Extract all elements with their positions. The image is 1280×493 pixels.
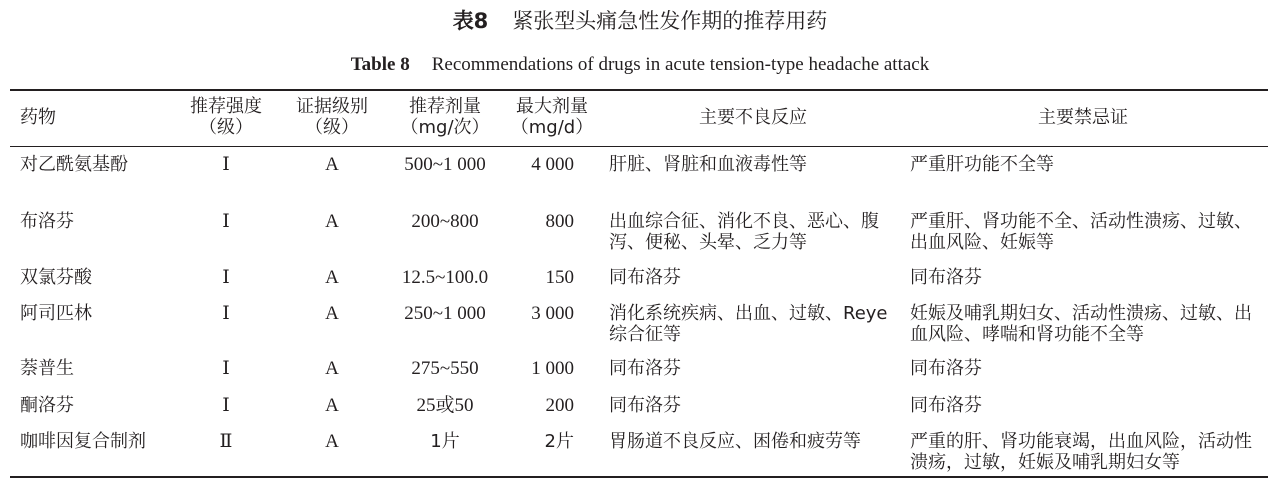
row-1-strength: Ⅰ [222,211,230,232]
header-adverse: 主要不良反应 [699,107,807,128]
row-5-dose: 25或50 [416,395,474,416]
row-1-max: 800 [545,211,574,232]
header-max-line2: （mg/d） [510,117,594,138]
table-top-rule [10,89,1268,91]
row-4-adverse: 同布洛芬 [609,358,681,379]
header-max-line1: 最大剂量 [516,96,588,117]
header-strength-line2: （级） [199,117,253,138]
header-dose [390,96,500,138]
row-5-evidence: A [325,395,339,416]
row-2-adverse: 同布洛芬 [609,267,681,288]
row-6-evidence: A [325,431,339,452]
row-2-strength: Ⅰ [222,267,230,288]
row-4-evidence: A [325,358,339,379]
row-0-adverse: 肝脏、肾脏和血液毒性等 [609,154,807,175]
row-6-strength: Ⅱ [219,431,233,452]
row-6-drug: 咖啡因复合制剂 [20,431,146,452]
row-2-dose: 12.5~100.0 [401,267,489,288]
header-evidence-line1: 证据级别 [296,96,368,117]
header-strength [176,96,276,138]
row-3-strength: Ⅰ [222,303,230,324]
row-4-contra: 同布洛芬 [910,358,982,379]
row-2-max: 150 [545,267,574,288]
table-header-rule [10,146,1268,147]
row-3-evidence: A [325,303,339,324]
caption-en-title: Recommendations of drugs in acute tension-type headache attack [431,54,930,75]
row-6-dose: 1片 [430,431,460,452]
table-bottom-rule [10,476,1268,478]
row-4-dose: 275~550 [411,358,479,379]
row-6-contra: 严重的肝、肾功能衰竭，出血风险，活动性溃疡，过敏，妊娠及哺乳期妇女等 [910,431,1252,473]
row-2-drug: 双氯芬酸 [20,267,92,288]
row-0-dose: 500~1 000 [404,154,486,175]
caption-en [0,50,1280,80]
row-2-contra: 同布洛芬 [910,267,982,288]
caption-cn-label: 表8 [452,9,489,33]
header-evidence [282,96,382,138]
header-contra: 主要禁忌证 [1038,107,1128,128]
header-max [502,96,602,138]
row-0-strength: Ⅰ [222,154,230,175]
row-4-max: 1 000 [531,358,574,379]
header-evidence-line2: （级） [305,117,359,138]
row-1-contra: 严重肝、肾功能不全、活动性溃疡、过敏、出血风险、妊娠等 [910,211,1252,253]
row-6-max: 2片 [544,431,574,452]
row-0-evidence: A [325,154,339,175]
row-6-adverse: 胃肠道不良反应、困倦和疲劳等 [609,431,861,452]
row-5-adverse: 同布洛芬 [609,395,681,416]
row-3-contra: 妊娠及哺乳期妇女、活动性溃疡、过敏、出血风险、哮喘和肾功能不全等 [910,303,1252,345]
row-1-dose: 200~800 [411,211,479,232]
row-1-drug: 布洛芬 [20,211,74,232]
row-5-drug: 酮洛芬 [20,395,74,416]
row-5-max: 200 [545,395,574,416]
row-0-contra: 严重肝功能不全等 [910,154,1054,175]
row-3-max: 3 000 [531,303,574,324]
caption-cn [0,6,1280,36]
header-dose-line1: 推荐剂量 [409,96,481,117]
row-0-max: 4 000 [531,154,574,175]
row-5-contra: 同布洛芬 [910,395,982,416]
row-2-evidence: A [325,267,339,288]
row-3-adverse: 消化系统疾病、出血、过敏、Reye综合征等 [609,303,888,345]
row-4-strength: Ⅰ [222,358,230,379]
header-dose-line2: （mg/次） [400,117,490,138]
row-1-evidence: A [325,211,339,232]
caption-en-label: Table 8 [350,54,410,75]
caption-cn-title: 紧张型头痛急性发作期的推荐用药 [512,9,828,33]
row-0-drug: 对乙酰氨基酚 [20,154,128,175]
header-strength-line1: 推荐强度 [190,96,262,117]
row-1-adverse: 出血综合征、消化不良、恶心、腹泻、便秘、头晕、乏力等 [609,211,879,253]
row-5-strength: Ⅰ [222,395,230,416]
row-3-dose: 250~1 000 [404,303,486,324]
header-drug: 药物 [20,107,56,128]
row-4-drug: 萘普生 [20,358,74,379]
row-3-drug: 阿司匹林 [20,303,92,324]
